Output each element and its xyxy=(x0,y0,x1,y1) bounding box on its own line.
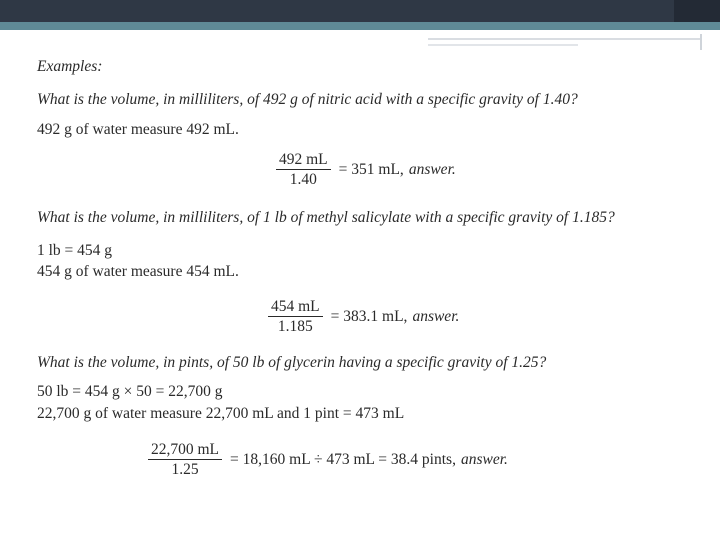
example1-result: = 351 mL, xyxy=(338,160,404,178)
example2-line1: 1 lb = 454 g xyxy=(37,242,113,259)
example3-line2: 22,700 g of water measure 22,700 mL and 1 pint = 473 mL xyxy=(37,405,405,422)
example3-question: What is the volume, in pints, of 50 lb of glycerin having a specific gravity of 1.25? xyxy=(37,354,547,371)
example2-denominator: 1.185 xyxy=(277,318,313,335)
example3-result: = 18,160 mL ÷ 473 mL = 38.4 pints, xyxy=(230,450,456,468)
example2-equation xyxy=(268,298,459,335)
example3-fraction xyxy=(148,441,222,478)
decorative-rule xyxy=(428,44,578,46)
slide-header-bar xyxy=(0,0,720,22)
example1-equation xyxy=(276,151,456,188)
example3-answer: answer. xyxy=(460,450,508,468)
slide-header-notch xyxy=(674,0,720,22)
example1-numerator: 492 mL xyxy=(276,151,331,170)
example1-question: What is the volume, in milliliters, of 492 g of nitric acid with a specific gravity of 1.40? xyxy=(37,91,578,108)
examples-heading: Examples: xyxy=(37,58,103,75)
example1-line1: 492 g of water measure 492 mL. xyxy=(37,121,239,138)
example2-question: What is the volume, in milliliters, of 1 lb of methyl salicylate with a specific gravity of 1.185? xyxy=(37,209,615,226)
slide-header-accent xyxy=(0,22,720,30)
decorative-rule xyxy=(428,38,700,40)
example2-answer: answer. xyxy=(412,307,460,325)
example3-equation xyxy=(148,441,508,478)
example3-denominator: 1.25 xyxy=(171,461,199,478)
example2-fraction xyxy=(268,298,323,335)
example2-numerator: 454 mL xyxy=(268,298,323,317)
example1-fraction xyxy=(276,151,331,188)
example2-result: = 383.1 mL, xyxy=(330,307,408,325)
example1-answer: answer. xyxy=(408,160,456,178)
decorative-rule xyxy=(700,34,702,50)
example3-numerator: 22,700 mL xyxy=(148,441,222,460)
example1-denominator: 1.40 xyxy=(289,171,317,188)
example2-line2: 454 g of water measure 454 mL. xyxy=(37,263,239,280)
example3-line1: 50 lb = 454 g × 50 = 22,700 g xyxy=(37,383,223,400)
